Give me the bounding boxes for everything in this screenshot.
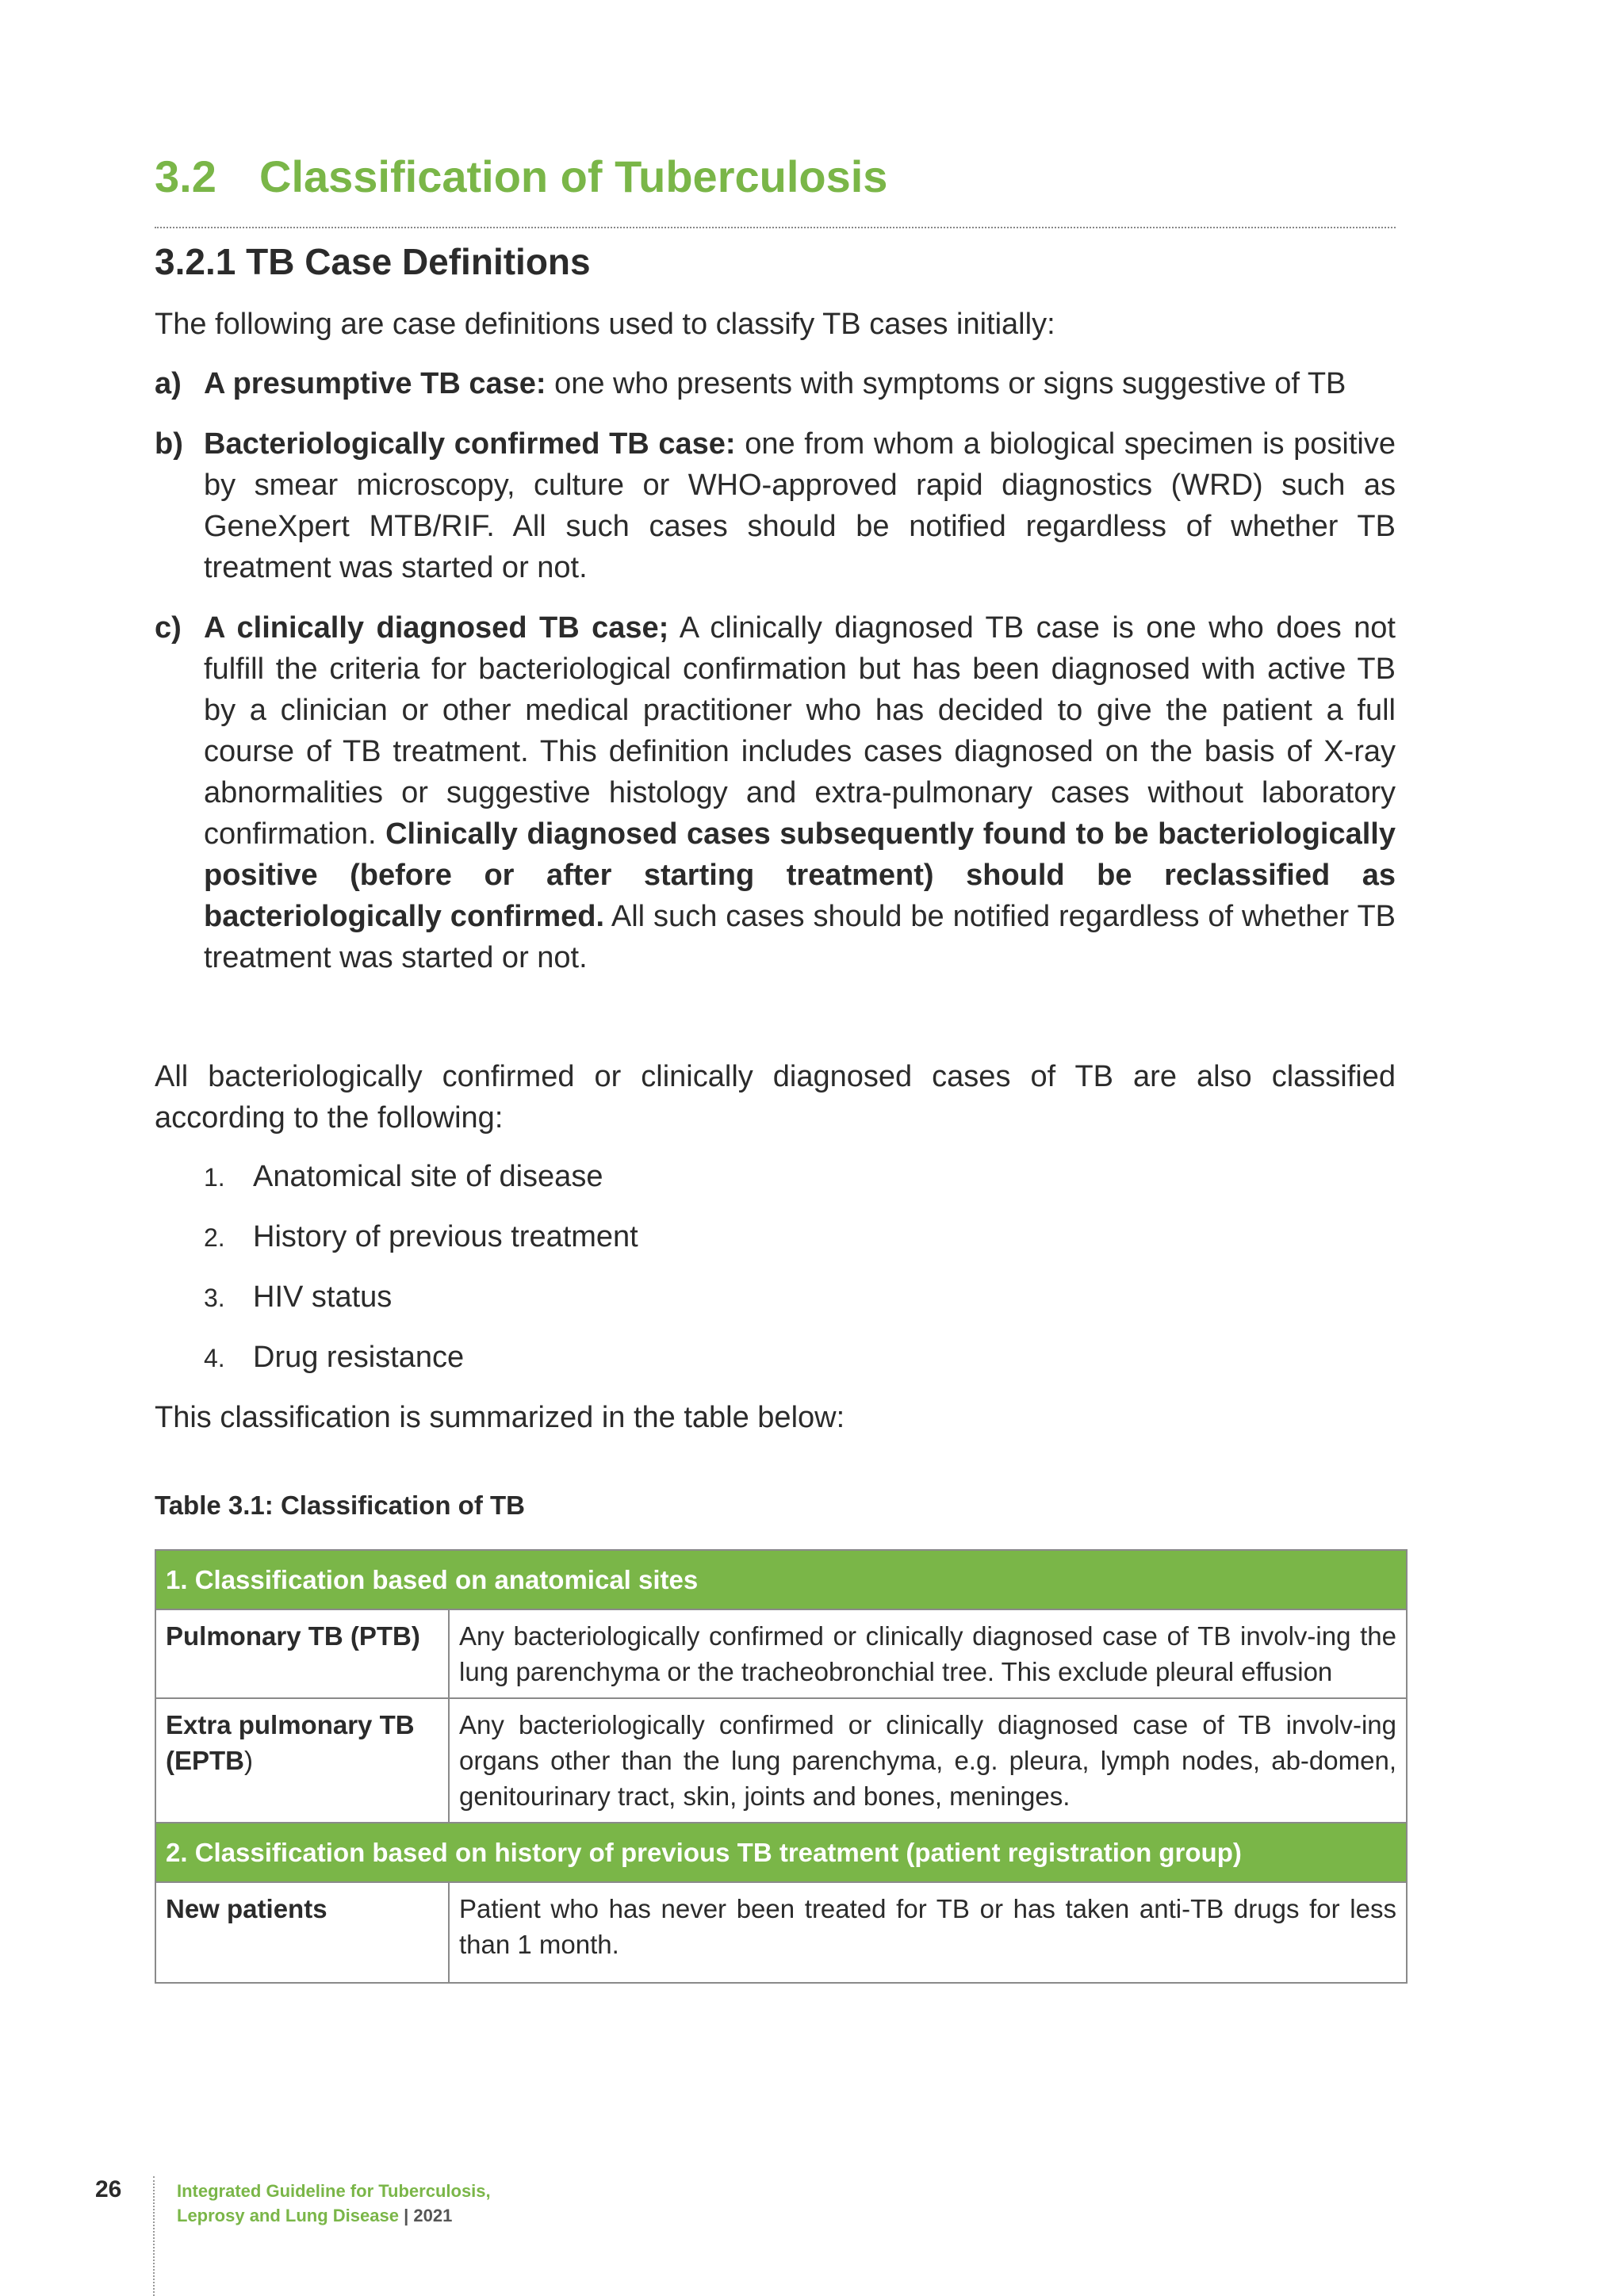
list-item bbox=[204, 1216, 1314, 1276]
definition-c bbox=[155, 607, 1396, 978]
subsection-title: 3.2.1 TB Case Definitions bbox=[155, 241, 591, 282]
definition-term: A clinically diagnosed TB case; bbox=[204, 611, 669, 645]
list-number: 4. bbox=[204, 1344, 225, 1372]
section-heading bbox=[155, 151, 887, 202]
term-cell: Pulmonary TB (PTB) bbox=[155, 1609, 449, 1698]
definition-term: Bacteriologically confirmed TB case: bbox=[204, 427, 736, 461]
definition-label: a) bbox=[155, 367, 182, 400]
table-header-cell: 2. Classification based on history of previous TB treatment (patient registration group) bbox=[155, 1823, 1407, 1882]
definition-b bbox=[155, 423, 1396, 588]
footer-year: 2021 bbox=[413, 2206, 453, 2225]
list-text: Anatomical site of disease bbox=[253, 1160, 603, 1193]
footer-separator: | bbox=[398, 2206, 414, 2225]
table-caption: Table 3.1: Classification of TB bbox=[155, 1490, 525, 1520]
list-text: History of previous treatment bbox=[253, 1220, 638, 1253]
footer-divider bbox=[153, 2176, 155, 2296]
term-cell: New patients bbox=[155, 1882, 449, 1983]
term-cell bbox=[155, 1698, 449, 1823]
intro-paragraph: The following are case definitions used to classify TB cases initially: bbox=[155, 308, 1055, 341]
list-item bbox=[204, 1276, 1314, 1337]
footer-title-line2 bbox=[177, 2203, 491, 2228]
list-number: 3. bbox=[204, 1284, 225, 1312]
definition-emphasis: Clinically diagnosed cases subsequently found to be bacteriologically positive (before or after starting treatment) should be reclassified as bacteriologically confirmed. bbox=[204, 817, 1396, 933]
classification-intro: All bacteriologically confirmed or clinically diagnosed cases of TB are also classified according to the following: bbox=[155, 1060, 1396, 1135]
list-item bbox=[204, 1156, 1314, 1216]
classification-table bbox=[155, 1549, 1408, 1984]
summary-paragraph: This classification is summarized in the table below: bbox=[155, 1401, 845, 1434]
description-cell: Any bacteriologically confirmed or clinically diagnosed case of TB involv-ing organs other than the lung parenchyma, e.g. pleura, lymph nodes, ab-domen, genitourinary tract, skin, joints and bones, meninges. bbox=[449, 1698, 1407, 1823]
footer-publication bbox=[177, 2179, 491, 2228]
term-close: ) bbox=[244, 1746, 253, 1775]
list-number: 1. bbox=[204, 1163, 225, 1192]
footer-title-text: Leprosy and Lung Disease bbox=[177, 2206, 399, 2225]
list-number: 2. bbox=[204, 1223, 225, 1252]
definition-text: one from whom a biological specimen is positive by smear microscopy, culture or WHO-approved rapid diagnostics (WRD) such as GeneXpert MTB/RIF. All such cases should be notified regardless of whether TB treatment was started or not. bbox=[204, 427, 1396, 584]
case-definitions bbox=[155, 363, 1396, 997]
description-cell: Any bacteriologically confirmed or clinically diagnosed case of TB involv-ing the lung parenchyma or the tracheobronchial tree. This exclude pleural effusion bbox=[449, 1609, 1407, 1698]
table-section-header bbox=[155, 1823, 1407, 1882]
list-item bbox=[204, 1337, 1314, 1397]
table-header-cell: 1. Classification based on anatomical sites bbox=[155, 1550, 1407, 1609]
footer-title-line1: Integrated Guideline for Tuberculosis, bbox=[177, 2181, 491, 2201]
definition-label: b) bbox=[155, 427, 183, 461]
description-cell: Patient who has never been treated for TB or has taken anti-TB drugs for less than 1 month. bbox=[449, 1882, 1407, 1983]
list-text: HIV status bbox=[253, 1280, 393, 1314]
list-text: Drug resistance bbox=[253, 1341, 465, 1374]
definition-text: A clinically diagnosed TB case is one who does not fulfill the criteria for bacteriological confirmation but has been diagnosed with active TB by a clinician or other medical practitioner who has decided to give the patient a full course of TB treatment. This definition includes cases diagnosed on the basis of X-ray abnormalities or suggestive histology and extra-pulmonary cases without laboratory confirmation. bbox=[204, 611, 1396, 851]
term-line: Extra pulmonary TB bbox=[166, 1710, 415, 1739]
definition-text: one who presents with symptoms or signs suggestive of TB bbox=[546, 367, 1346, 400]
definition-a bbox=[155, 363, 1396, 404]
table-row bbox=[155, 1609, 1407, 1698]
definition-text-after: All such cases should be notified regardless of whether TB treatment was started or not. bbox=[204, 900, 1396, 974]
term-line: (EPTB bbox=[166, 1746, 244, 1775]
heading-divider bbox=[155, 227, 1396, 228]
section-title: Classification of Tuberculosis bbox=[259, 151, 888, 201]
table-row bbox=[155, 1882, 1407, 1983]
classification-criteria-list bbox=[204, 1156, 1314, 1397]
section-number: 3.2 bbox=[155, 151, 216, 201]
definition-term: A presumptive TB case: bbox=[204, 367, 546, 400]
table-section-header bbox=[155, 1550, 1407, 1609]
page-number: 26 bbox=[95, 2176, 122, 2202]
definition-label: c) bbox=[155, 611, 182, 645]
table-row bbox=[155, 1698, 1407, 1823]
